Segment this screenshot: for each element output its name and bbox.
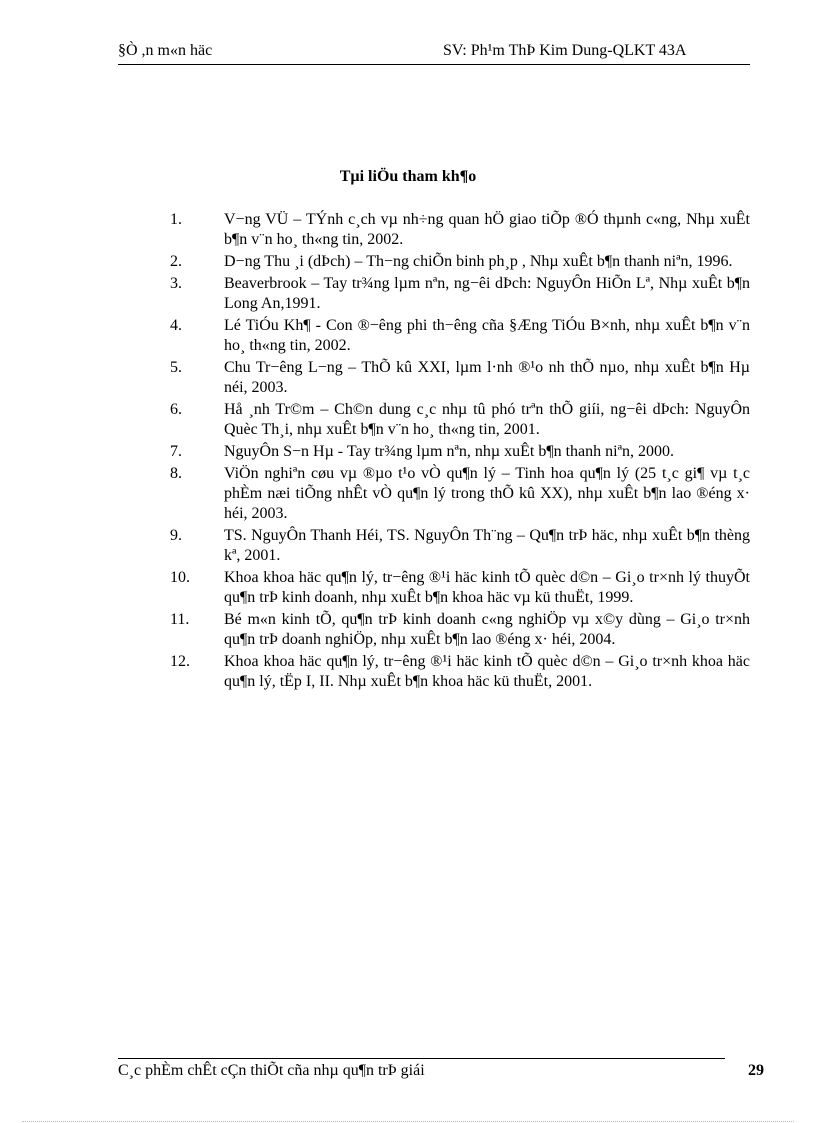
- reference-text: Chu Tr−êng L−ng – ThÕ kû XXI, lµm l·nh ®¹o nh thÕ nµo, nhµ xuÊt b¶n Hµ néi, 2003.: [224, 359, 750, 396]
- reference-text: Hå ¸nh Tr©m – Ch©n dung c¸c nhµ tû phó trªn thÕ giíi, ng−êi dÞch: NguyÔn Quèc Th¸i, nhµ xuÊt b¶n v¨n ho¸ th«ng tin, 2001.: [224, 401, 750, 438]
- reference-number: 5.: [170, 359, 182, 376]
- reference-text: Khoa khoa häc qu¶n lý, tr−êng ®¹i häc kinh tÕ quèc d©n – Gi¸o tr×nh khoa häc qu¶n lý, tËp I, II. Nhµ xuÊt b¶n khoa häc kü thuËt, 2001.: [224, 653, 750, 690]
- reference-number: 1.: [170, 211, 182, 228]
- header-student: SV: Ph¹m ThÞ Kim Dung-QLKT 43A: [443, 42, 687, 59]
- page-header: [118, 40, 750, 65]
- reference-number: 10.: [170, 569, 190, 586]
- reference-number: 8.: [170, 465, 182, 482]
- footer-divider: [118, 1058, 725, 1059]
- page-title: Tµi liÖu tham kh¶o: [339, 168, 477, 185]
- reference-list: [170, 210, 750, 694]
- reference-item: [170, 610, 750, 650]
- reference-text: TS. NguyÔn Thanh Héi, TS. NguyÔn Th¨ng – Qu¶n trÞ häc, nhµ xuÊt b¶n thèng kª, 2001.: [224, 527, 750, 564]
- reference-text: D−ng Thu ¸i (dÞch) – Th−ng chiÕn binh ph¸p , Nhµ xuÊt b¶n thanh niªn, 1996.: [224, 253, 733, 270]
- reference-item: [170, 526, 750, 566]
- reference-number: 9.: [170, 527, 182, 544]
- header-course: §Ò ,n m«n häc: [118, 42, 213, 59]
- reference-item: [170, 400, 750, 440]
- reference-text: Lé TiÓu Kh¶ - Con ®−êng phi th−êng cña §Æng TiÓu B×nh, nhµ xuÊt b¶n v¨n ho¸ th«ng tin, 2002.: [224, 317, 750, 354]
- page-edge-divider: [22, 1121, 794, 1122]
- reference-text: Khoa khoa häc qu¶n lý, tr−êng ®¹i häc kinh tÕ quèc d©n – Gi¸o tr×nh lý thuyÕt qu¶n trÞ kinh doanh, nhµ xuÊt b¶n khoa häc vµ kü thuËt, 1999.: [224, 569, 750, 606]
- reference-item: [170, 274, 750, 314]
- reference-number: 6.: [170, 401, 182, 418]
- page-number: 29: [748, 1062, 764, 1079]
- reference-item: [170, 442, 750, 462]
- reference-number: 3.: [170, 275, 182, 292]
- reference-text: Bé m«n kinh tÕ, qu¶n trÞ kinh doanh c«ng nghiÖp vµ x©y dùng – Gi¸o tr×nh qu¶n trÞ doanh nghiÖp, nhµ xuÊt b¶n lao ®éng x· héi, 2004.: [224, 611, 750, 648]
- reference-number: 4.: [170, 317, 182, 334]
- reference-item: [170, 252, 750, 272]
- reference-number: 12.: [170, 653, 190, 670]
- reference-item: [170, 210, 750, 250]
- reference-text: NguyÔn S−n Hµ - Tay tr¾ng lµm nªn, nhµ xuÊt b¶n thanh niªn, 2000.: [224, 443, 674, 460]
- reference-text: ViÖn nghiªn cøu vµ ®µo t¹o vÒ qu¶n lý – Tinh hoa qu¶n lý (25 t¸c gi¶ vµ t¸c phÈm næi tiÕng nhÊt vÒ qu¶n lý trong thÕ kû XX), nhµ xuÊt b¶n lao ®éng x· héi, 2003.: [224, 465, 750, 522]
- reference-number: 7.: [170, 443, 182, 460]
- reference-item: [170, 652, 750, 692]
- reference-item: [170, 316, 750, 356]
- reference-item: [170, 464, 750, 524]
- reference-text: Beaverbrook – Tay tr¾ng lµm nªn, ng−êi dÞch: NguyÔn HiÕn Lª, Nhµ xuÊt b¶n Long An,1991.: [224, 275, 750, 312]
- reference-number: 11.: [170, 611, 190, 628]
- reference-number: 2.: [170, 253, 182, 270]
- reference-item: [170, 568, 750, 608]
- reference-text: V−ng VÜ – TÝnh c¸ch vµ nh÷ng quan hÖ giao tiÕp ®Ó thµnh c«ng, Nhµ xuÊt b¶n v¨n ho¸ th«ng tin, 2002.: [224, 211, 750, 248]
- reference-item: [170, 358, 750, 398]
- footer-text: C¸c phÈm chÊt cÇn thiÕt cña nhµ qu¶n trÞ giái: [118, 1062, 425, 1079]
